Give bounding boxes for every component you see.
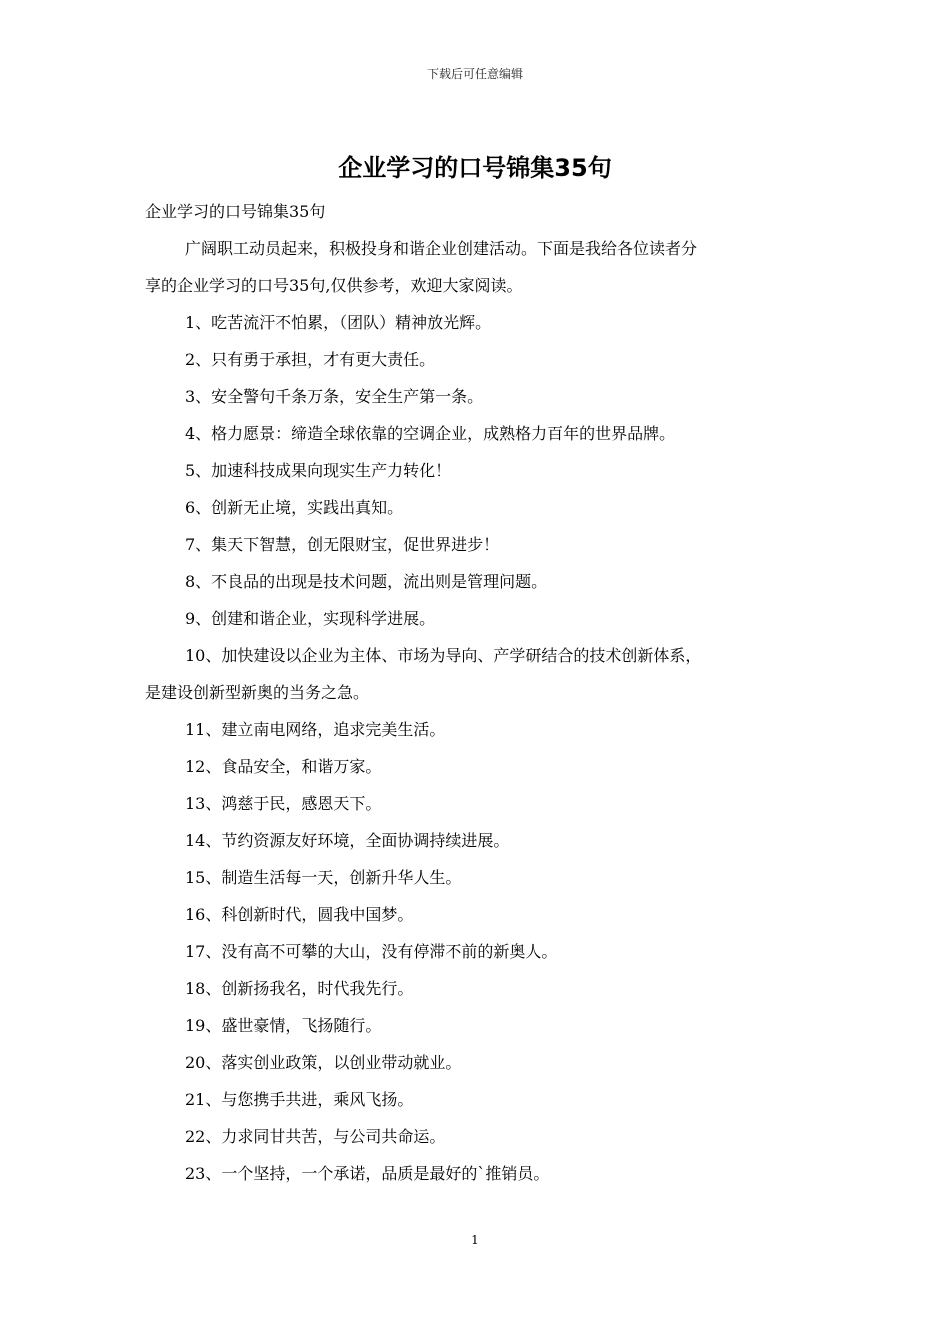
list-item: 4、格力愿景：缔造全球依靠的空调企业，成熟格力百年的世界品牌。 (185, 424, 676, 443)
list-item: 7、集天下智慧，创无限财宝，促世界进步！ (185, 535, 500, 554)
list-item: 21、与您携手共进，乘风飞扬。 (185, 1090, 414, 1109)
list-item: 22、力求同甘共苦，与公司共命运。 (185, 1127, 446, 1146)
intro-line-1: 广阔职工动员起来，积极投身和谐企业创建活动。下面是我给各位读者分 (185, 239, 698, 258)
list-item: 15、制造生活每一天，创新升华人生。 (185, 868, 462, 887)
page-number: 1 (471, 1233, 479, 1247)
list-item: 19、盛世豪情，飞扬随行。 (185, 1016, 382, 1035)
list-item: 3、安全警句千条万条，安全生产第一条。 (185, 387, 484, 406)
item10-line-2: 是建设创新型新奥的当务之急。 (145, 683, 370, 702)
list-item: 14、节约资源友好环境，全面协调持续进展。 (185, 831, 510, 850)
list-item-10 (145, 637, 810, 711)
list-item: 23、一个坚持，一个承诺，品质是最好的`推销员。 (185, 1164, 550, 1183)
document-title: 企业学习的口号锦集35句 (338, 154, 612, 182)
list-item: 18、创新扬我名，时代我先行。 (185, 979, 414, 998)
subtitle: 企业学习的口号锦集35句 (145, 202, 326, 221)
list-item: 20、落实创业政策，以创业带动就业。 (185, 1053, 462, 1072)
intro-line-2: 享的企业学习的口号35句,仅供参考，欢迎大家阅读。 (145, 276, 523, 295)
document-body (145, 193, 810, 1192)
item10-line-1: 10、加快建设以企业为主体、市场为导向、产学研结合的技术创新体系， (185, 646, 702, 665)
list-item: 17、没有高不可攀的大山，没有停滞不前的新奥人。 (185, 942, 558, 961)
list-item: 8、不良品的出现是技术问题，流出则是管理问题。 (185, 572, 548, 591)
page-header: 下载后可任意编辑 (426, 67, 523, 81)
list-item: 16、科创新时代，圆我中国梦。 (185, 905, 414, 924)
list-item: 6、创新无止境，实践出真知。 (185, 498, 404, 517)
list-item: 2、只有勇于承担，才有更大责任。 (185, 350, 436, 369)
list-item: 12、食品安全，和谐万家。 (185, 757, 382, 776)
list-item: 1、吃苦流汗不怕累，（团队）精神放光辉。 (185, 313, 492, 332)
list-item: 5、加速科技成果向现实生产力转化！ (185, 461, 452, 480)
intro-paragraph (145, 230, 810, 304)
list-item: 9、创建和谐企业，实现科学进展。 (185, 609, 436, 628)
list-item: 13、鸿慈于民，感恩天下。 (185, 794, 382, 813)
list-item: 11、建立南电网络，追求完美生活。 (185, 720, 446, 739)
